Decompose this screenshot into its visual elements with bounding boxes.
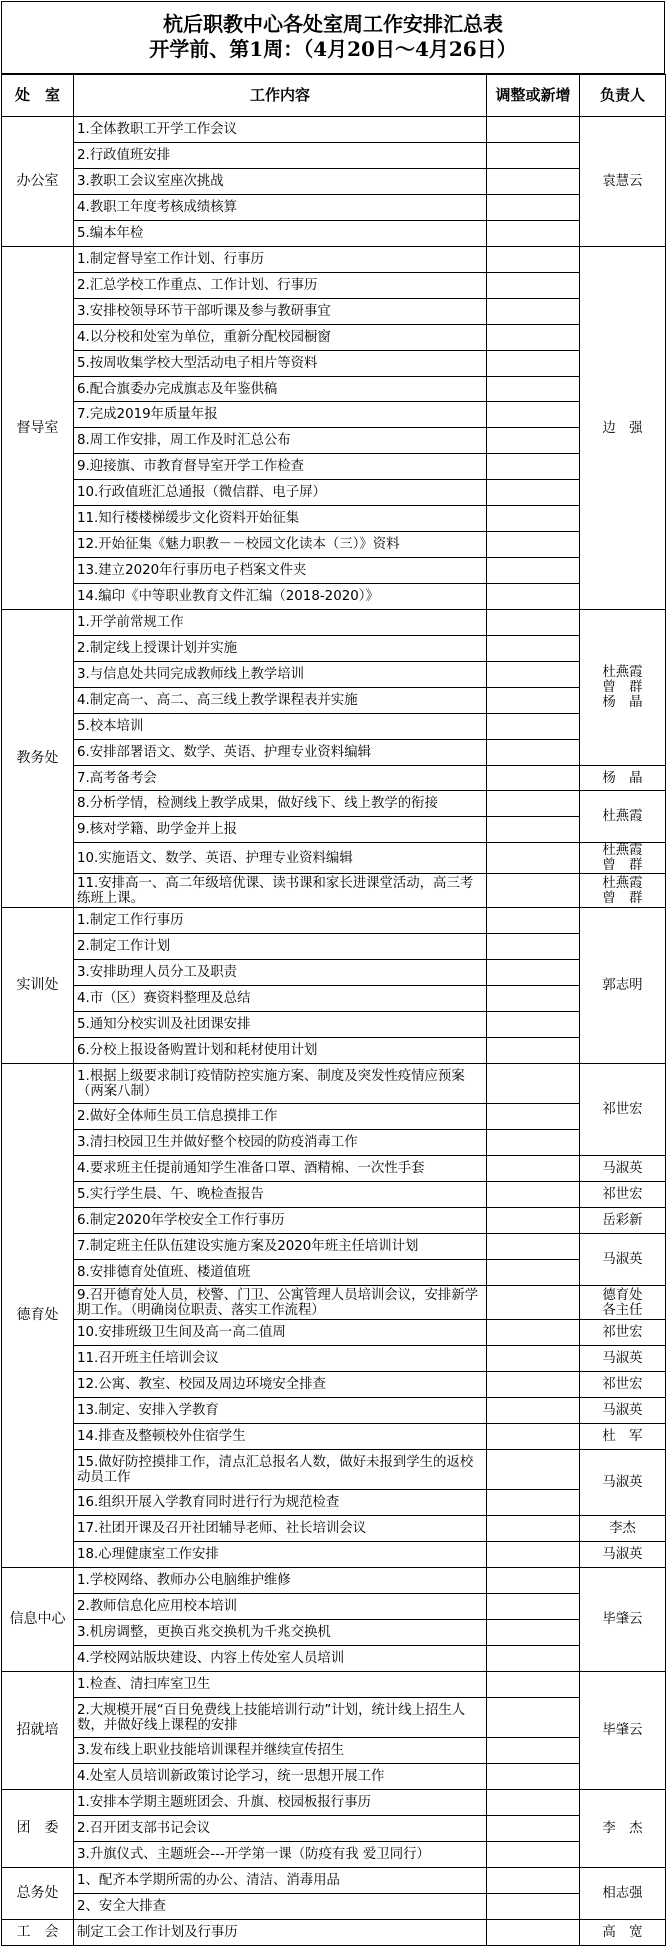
table-row: [2, 714, 666, 740]
table-row: [2, 1104, 666, 1130]
adjust-cell: [487, 1842, 580, 1868]
adjust-cell: [487, 1568, 580, 1594]
adjust-cell: [487, 195, 580, 221]
adjust-cell: [487, 662, 580, 688]
dept-cell: 总务处: [2, 1868, 74, 1920]
adjust-cell: [487, 117, 580, 143]
task-cell: 9.迎接旗、市教育督导室开学工作检查: [74, 454, 487, 480]
table-row: [2, 325, 666, 351]
task-cell: 2.做好全体师生员工信息摸排工作: [74, 1104, 487, 1130]
table-row: [2, 986, 666, 1012]
task-cell: 13.建立2020年行事历电子档案文件夹: [74, 558, 487, 584]
table-row: [2, 299, 666, 325]
table-row: [2, 1620, 666, 1646]
adjust-cell: [487, 1490, 580, 1516]
resp-cell: 杜燕霞 曾 群: [580, 874, 666, 908]
task-cell: 4.学校网站版块建设、内容上传处室人员培训: [74, 1646, 487, 1672]
task-cell: 8.安排德育处值班、楼道值班: [74, 1260, 487, 1286]
task-cell: 2.制定线上授课计划并实施: [74, 636, 487, 662]
task-cell: 10.实施语文、数学、英语、护理专业资料编辑: [74, 843, 487, 874]
adjust-cell: [487, 1104, 580, 1130]
adjust-cell: [487, 402, 580, 428]
resp-cell: 马淑英: [580, 1542, 666, 1568]
table-row: [2, 351, 666, 377]
task-cell: 1.检查、清扫库室卫生: [74, 1672, 487, 1698]
resp-cell: 相志强: [580, 1868, 666, 1920]
adjust-cell: [487, 1894, 580, 1920]
task-cell: 1.制定督导室工作计划、行事历: [74, 247, 487, 273]
table-row: [2, 377, 666, 402]
resp-cell: 杜燕霞 曾 群 杨 晶: [580, 610, 666, 766]
dept-cell: 德育处: [2, 1064, 74, 1568]
task-cell: 4.以分校和处室为单位，重新分配校园橱窗: [74, 325, 487, 351]
task-cell: 5.实行学生晨、午、晚检查报告: [74, 1182, 487, 1208]
resp-cell: 祁世宏: [580, 1182, 666, 1208]
adjust-cell: [487, 1594, 580, 1620]
adjust-cell: [487, 1738, 580, 1764]
adjust-cell: [487, 1764, 580, 1790]
dept-cell: 督导室: [2, 247, 74, 610]
adjust-cell: [487, 986, 580, 1012]
task-cell: 3.教职工会议室座次挑战: [74, 169, 487, 195]
header-task: 工作内容: [74, 75, 487, 117]
task-cell: 1.学校网络、教师办公电脑维护维修: [74, 1568, 487, 1594]
adjust-cell: [487, 1698, 580, 1738]
adjust-cell: [487, 1064, 580, 1104]
resp-cell: 德育处 各主任: [580, 1286, 666, 1320]
adjust-cell: [487, 1182, 580, 1208]
table-row: [2, 1320, 666, 1346]
resp-cell: 杜 军: [580, 1424, 666, 1450]
task-cell: 3.安排校领导环节干部听课及参与教研事宜: [74, 299, 487, 325]
table-row: [2, 791, 666, 817]
table-row: [2, 1064, 666, 1104]
table-row: [2, 934, 666, 960]
table-row: [2, 740, 666, 766]
table-row: [2, 1130, 666, 1156]
adjust-cell: [487, 325, 580, 351]
table-row: [2, 1450, 666, 1490]
task-cell: 1.制定工作行事历: [74, 908, 487, 934]
task-cell: 7.高考备考会: [74, 766, 487, 791]
table-row: [2, 221, 666, 247]
task-cell: 5.按周收集学校大型活动电子相片等资料: [74, 351, 487, 377]
task-cell: 3.升旗仪式、主题班会---开学第一课（防疫有我 爱卫同行）: [74, 1842, 487, 1868]
table-row: [2, 843, 666, 874]
adjust-cell: [487, 1516, 580, 1542]
table-row: [2, 1542, 666, 1568]
adjust-cell: [487, 454, 580, 480]
resp-cell: 杜燕霞 曾 群: [580, 843, 666, 874]
task-cell: 17.社团开课及召开社团辅导老师、社长培训会议: [74, 1516, 487, 1542]
table-row: [2, 1346, 666, 1372]
page-subtitle: 开学前、第1周：（4月20日～4月26日）: [149, 37, 517, 61]
task-cell: 2.教师信息化应用校本培训: [74, 1594, 487, 1620]
adjust-cell: [487, 169, 580, 195]
table-row: [2, 558, 666, 584]
table-row: [2, 1038, 666, 1064]
adjust-cell: [487, 714, 580, 740]
schedule-table: [1, 74, 666, 1946]
table-row: [2, 1260, 666, 1286]
adjust-cell: [487, 1234, 580, 1260]
table-row: [2, 1868, 666, 1894]
table-row: [2, 1398, 666, 1424]
header-row: [2, 75, 666, 117]
table-row: [2, 247, 666, 273]
table-row: [2, 688, 666, 714]
schedule-sheet: [1, 1, 665, 1946]
task-cell: 3.机房调整，更换百兆交换机为千兆交换机: [74, 1620, 487, 1646]
table-row: [2, 1646, 666, 1672]
table-row: [2, 402, 666, 428]
table-row: [2, 1372, 666, 1398]
table-row: [2, 1594, 666, 1620]
adjust-cell: [487, 960, 580, 986]
task-cell: 6.安排部署语文、数学、英语、护理专业资料编辑: [74, 740, 487, 766]
resp-cell: 岳彩新: [580, 1208, 666, 1234]
adjust-cell: [487, 740, 580, 766]
task-cell: 3.清扫校园卫生并做好整个校园的防疫消毒工作: [74, 1130, 487, 1156]
table-row: [2, 960, 666, 986]
adjust-cell: [487, 908, 580, 934]
table-row: [2, 1568, 666, 1594]
adjust-cell: [487, 1398, 580, 1424]
adjust-cell: [487, 1286, 580, 1320]
table-row: [2, 143, 666, 169]
task-cell: 4.处室人员培训新政策讨论学习，统一思想开展工作: [74, 1764, 487, 1790]
task-cell: 12.公寓、教室、校园及周边环境安全排查: [74, 1372, 487, 1398]
task-cell: 3.安排助理人员分工及职责: [74, 960, 487, 986]
adjust-cell: [487, 351, 580, 377]
table-row: [2, 662, 666, 688]
resp-cell: 马淑英: [580, 1398, 666, 1424]
table-row: [2, 817, 666, 843]
task-cell: 8.分析学情，检测线上教学成果，做好线下、线上教学的衔接: [74, 791, 487, 817]
page-title: 杭后职教中心各处室周工作安排汇总表: [163, 12, 503, 36]
task-cell: 18.心理健康室工作安排: [74, 1542, 487, 1568]
resp-cell: 祁世宏: [580, 1320, 666, 1346]
resp-cell: 祁世宏: [580, 1372, 666, 1398]
resp-cell: 边 强: [580, 247, 666, 610]
dept-cell: 招就培: [2, 1672, 74, 1790]
task-cell: 4.要求班主任提前通知学生准备口罩、酒精棉、一次性手套: [74, 1156, 487, 1182]
task-cell: 2.大规模开展“百日免费线上技能培训行动”计划，统计线上招生人数，并做好线上课程的安排: [74, 1698, 487, 1738]
task-cell: 14.排查及整顿校外住宿学生: [74, 1424, 487, 1450]
header-dept: 处 室: [2, 75, 74, 117]
task-cell: 9.核对学籍、助学金并上报: [74, 817, 487, 843]
adjust-cell: [487, 1012, 580, 1038]
adjust-cell: [487, 1156, 580, 1182]
task-cell: 4.市（区）赛资料整理及总结: [74, 986, 487, 1012]
task-cell: 1.全体教职工开学工作会议: [74, 117, 487, 143]
resp-cell: 祁世宏: [580, 1064, 666, 1156]
resp-cell: 马淑英: [580, 1234, 666, 1286]
resp-cell: 袁慧云: [580, 117, 666, 247]
adjust-cell: [487, 1260, 580, 1286]
adjust-cell: [487, 636, 580, 662]
table-row: [2, 506, 666, 532]
adjust-cell: [487, 143, 580, 169]
task-cell: 4.制定高一、高二、高三线上教学课程表并实施: [74, 688, 487, 714]
dept-cell: 团 委: [2, 1790, 74, 1868]
adjust-cell: [487, 688, 580, 714]
table-row: [2, 874, 666, 908]
table-row: [2, 1490, 666, 1516]
table-row: [2, 766, 666, 791]
adjust-cell: [487, 934, 580, 960]
task-cell: 10.安排班级卫生间及高一高二值周: [74, 1320, 487, 1346]
table-row: [2, 610, 666, 636]
adjust-cell: [487, 817, 580, 843]
task-cell: 7.完成2019年质量年报: [74, 402, 487, 428]
table-row: [2, 1286, 666, 1320]
adjust-cell: [487, 791, 580, 817]
dept-cell: 实训处: [2, 908, 74, 1064]
task-cell: 6.配合旗委办完成旗志及年鉴供稿: [74, 377, 487, 402]
task-cell: 制定工会工作计划及行事历: [74, 1920, 487, 1946]
task-cell: 12.开始征集《魅力职教－－校园文化读本（三）》资料: [74, 532, 487, 558]
table-row: [2, 454, 666, 480]
dept-cell: 工 会: [2, 1920, 74, 1946]
task-cell: 1.安排本学期主题班团会、升旗、校园板报行事历: [74, 1790, 487, 1816]
table-row: [2, 1698, 666, 1738]
adjust-cell: [487, 1372, 580, 1398]
resp-cell: 马淑英: [580, 1156, 666, 1182]
resp-cell: 郭志明: [580, 908, 666, 1064]
table-row: [2, 636, 666, 662]
resp-cell: 毕肇云: [580, 1568, 666, 1672]
adjust-cell: [487, 1816, 580, 1842]
table-row: [2, 1920, 666, 1946]
table-row: [2, 1790, 666, 1816]
table-row: [2, 1156, 666, 1182]
adjust-cell: [487, 480, 580, 506]
task-cell: 8.周工作安排，周工作及时汇总公布: [74, 428, 487, 454]
header-resp: 负责人: [580, 75, 666, 117]
adjust-cell: [487, 1450, 580, 1490]
task-cell: 11.安排高一、高二年级培优课、读书课和家长进课堂活动，高三考练班上课。: [74, 874, 487, 908]
adjust-cell: [487, 273, 580, 299]
adjust-cell: [487, 532, 580, 558]
task-cell: 3.发布线上职业技能培训课程并继续宣传招生: [74, 1738, 487, 1764]
resp-cell: 杨 晶: [580, 766, 666, 791]
table-row: [2, 1424, 666, 1450]
task-cell: 2.制定工作计划: [74, 934, 487, 960]
adjust-cell: [487, 1542, 580, 1568]
table-row: [2, 273, 666, 299]
task-cell: 1.根据上级要求制订疫情防控实施方案、制度及突发性疫情应预案（两案八制）: [74, 1064, 487, 1104]
task-cell: 11.召开班主任培训会议: [74, 1346, 487, 1372]
table-row: [2, 428, 666, 454]
adjust-cell: [487, 221, 580, 247]
task-cell: 10.行政值班汇总通报（微信群、电子屏）: [74, 480, 487, 506]
adjust-cell: [487, 1320, 580, 1346]
table-row: [2, 1516, 666, 1542]
adjust-cell: [487, 506, 580, 532]
adjust-cell: [487, 584, 580, 610]
resp-cell: 杜燕霞: [580, 791, 666, 843]
resp-cell: 李杰: [580, 1516, 666, 1542]
adjust-cell: [487, 1920, 580, 1946]
task-cell: 13.制定、安排入学教育: [74, 1398, 487, 1424]
task-cell: 2.召开团支部书记会议: [74, 1816, 487, 1842]
task-cell: 4.教职工年度考核成绩核算: [74, 195, 487, 221]
dept-cell: 办公室: [2, 117, 74, 247]
adjust-cell: [487, 843, 580, 874]
adjust-cell: [487, 1790, 580, 1816]
resp-cell: 毕肇云: [580, 1672, 666, 1790]
task-cell: 2.汇总学校工作重点、工作计划、行事历: [74, 273, 487, 299]
table-row: [2, 1182, 666, 1208]
adjust-cell: [487, 874, 580, 908]
task-cell: 2、安全大排查: [74, 1894, 487, 1920]
dept-cell: 信息中心: [2, 1568, 74, 1672]
resp-cell: 马淑英: [580, 1346, 666, 1372]
table-row: [2, 1842, 666, 1868]
table-row: [2, 1764, 666, 1790]
table-row: [2, 117, 666, 143]
table-row: [2, 1672, 666, 1698]
task-cell: 5.编本年检: [74, 221, 487, 247]
task-cell: 6.制定2020年学校安全工作行事历: [74, 1208, 487, 1234]
table-body: [2, 117, 666, 1946]
table-row: [2, 1738, 666, 1764]
task-cell: 5.通知分校实训及社团课安排: [74, 1012, 487, 1038]
adjust-cell: [487, 1424, 580, 1450]
table-row: [2, 1208, 666, 1234]
task-cell: 7.制定班主任队伍建设实施方案及2020年班主任培训计划: [74, 1234, 487, 1260]
dept-cell: 教务处: [2, 610, 74, 908]
task-cell: 1.开学前常规工作: [74, 610, 487, 636]
task-cell: 1、配齐本学期所需的办公、清洁、消毒用品: [74, 1868, 487, 1894]
table-row: [2, 169, 666, 195]
task-cell: 3.与信息处共同完成教师线上教学培训: [74, 662, 487, 688]
resp-cell: 高 宽: [580, 1920, 666, 1946]
adjust-cell: [487, 1130, 580, 1156]
task-cell: 6.分校上报设备购置计划和耗材使用计划: [74, 1038, 487, 1064]
table-row: [2, 195, 666, 221]
table-row: [2, 532, 666, 558]
adjust-cell: [487, 1038, 580, 1064]
task-cell: 5.校本培训: [74, 714, 487, 740]
adjust-cell: [487, 428, 580, 454]
adjust-cell: [487, 377, 580, 402]
adjust-cell: [487, 558, 580, 584]
adjust-cell: [487, 247, 580, 273]
adjust-cell: [487, 299, 580, 325]
task-cell: 14.编印《中等职业教育文件汇编（2018-2020）》: [74, 584, 487, 610]
task-cell: 15.做好防控摸排工作，清点汇总报名人数，做好未报到学生的返校动员工作: [74, 1450, 487, 1490]
adjust-cell: [487, 1868, 580, 1894]
task-cell: 16.组织开展入学教育同时进行行为规范检查: [74, 1490, 487, 1516]
table-row: [2, 1816, 666, 1842]
table-row: [2, 1012, 666, 1038]
adjust-cell: [487, 1208, 580, 1234]
resp-cell: 李 杰: [580, 1790, 666, 1868]
table-row: [2, 908, 666, 934]
resp-cell: 马淑英: [580, 1450, 666, 1516]
header-adjust: 调整或新增: [487, 75, 580, 117]
title-block: [1, 1, 665, 74]
table-row: [2, 584, 666, 610]
table-row: [2, 1894, 666, 1920]
adjust-cell: [487, 1672, 580, 1698]
task-cell: 11.知行楼楼梯缓步文化资料开始征集: [74, 506, 487, 532]
task-cell: 9.召开德育处人员，校警、门卫、公寓管理人员培训会议，安排新学期工作。（明确岗位职责、落实工作流程）: [74, 1286, 487, 1320]
adjust-cell: [487, 610, 580, 636]
task-cell: 2.行政值班安排: [74, 143, 487, 169]
table-row: [2, 480, 666, 506]
adjust-cell: [487, 766, 580, 791]
adjust-cell: [487, 1646, 580, 1672]
adjust-cell: [487, 1620, 580, 1646]
table-row: [2, 1234, 666, 1260]
adjust-cell: [487, 1346, 580, 1372]
